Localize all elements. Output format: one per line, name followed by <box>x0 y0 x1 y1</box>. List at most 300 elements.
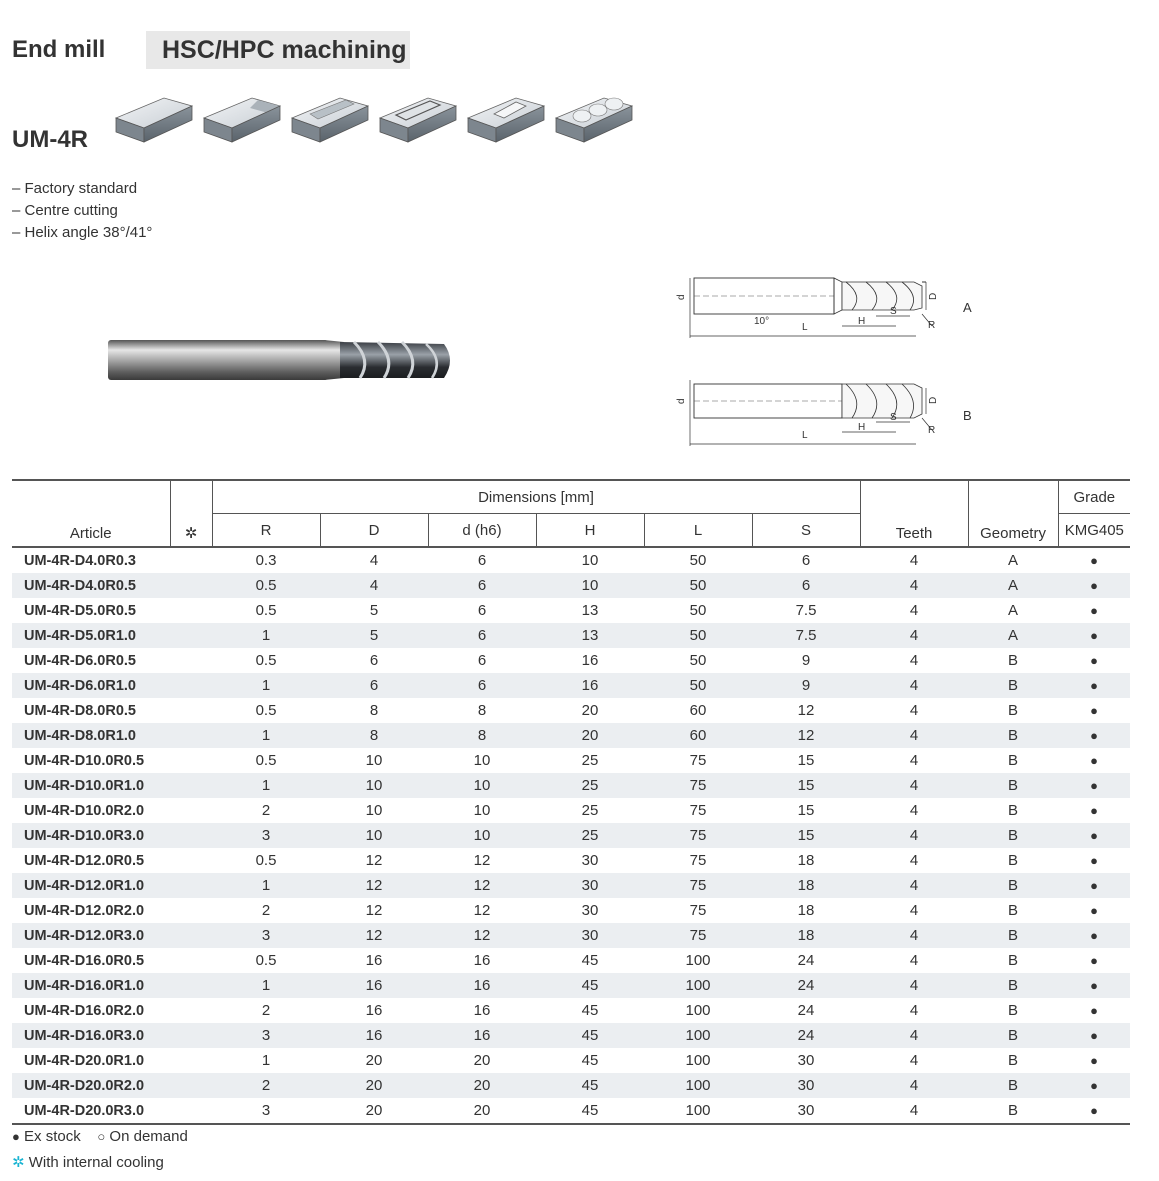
cell-L: 60 <box>644 723 752 748</box>
cell-geo: B <box>1008 1052 1019 1069</box>
dimension-diagram <box>670 268 1000 452</box>
table-row <box>12 698 1130 723</box>
cell-stock: ● <box>1090 553 1098 568</box>
cell-d: 6 <box>477 602 487 619</box>
cell-geo: B <box>1008 902 1019 919</box>
cell-d: 6 <box>428 673 536 698</box>
cell-L: 100 <box>644 1073 752 1098</box>
cell-cool <box>170 898 212 923</box>
cell-H: 45 <box>536 1073 644 1098</box>
slot-block-icon <box>292 98 368 142</box>
table-row <box>12 1048 1130 1073</box>
cell-d: 8 <box>428 723 536 748</box>
cell-D: 12 <box>365 852 383 869</box>
cell-article: UM-4R-D10.0R2.0 <box>24 802 145 819</box>
cell-stock: ● <box>1090 603 1098 618</box>
cell-L: 50 <box>689 652 707 669</box>
table-row <box>12 973 1130 998</box>
cell-stock: ● <box>1058 673 1130 698</box>
cell-L: 75 <box>689 802 707 819</box>
cell-teeth: 4 <box>860 1023 968 1048</box>
on-demand-label: On demand <box>109 1128 188 1145</box>
cell-article: UM-4R-D10.0R0.5 <box>24 752 145 769</box>
table-row <box>12 598 1130 623</box>
cell-geo: B <box>1008 852 1019 869</box>
cell-article: UM-4R-D4.0R0.3 <box>24 552 136 569</box>
cell-geo: B <box>968 923 1058 948</box>
cell-L: 75 <box>689 752 707 769</box>
cell-R: 2 <box>212 1073 320 1098</box>
cell-D: 6 <box>369 652 379 669</box>
cell-S: 15 <box>752 823 860 848</box>
cell-article: UM-4R-D16.0R3.0 <box>12 1023 170 1048</box>
cell-stock: ● <box>1090 703 1098 718</box>
cell-geo: B <box>1008 702 1019 719</box>
table-row <box>12 648 1130 673</box>
cell-teeth: 4 <box>909 902 919 919</box>
cell-R: 1 <box>212 723 320 748</box>
cell-article: UM-4R-D20.0R1.0 <box>24 1052 145 1069</box>
cell-article: UM-4R-D4.0R0.5 <box>12 573 170 598</box>
cell-D: 6 <box>320 673 428 698</box>
cell-geo: B <box>968 873 1058 898</box>
cell-article: UM-4R-D16.0R2.0 <box>24 1002 145 1019</box>
cell-teeth: 4 <box>860 623 968 648</box>
cell-geo: B <box>968 973 1058 998</box>
cell-L: 75 <box>644 773 752 798</box>
cell-cool <box>170 673 212 698</box>
cell-R: 3 <box>212 923 320 948</box>
cell-H: 13 <box>536 623 644 648</box>
cell-H: 30 <box>536 923 644 948</box>
category-tag: HSC/HPC machining <box>146 31 410 69</box>
page-title: End mill <box>12 36 106 63</box>
teeth-header: Teeth <box>860 480 968 547</box>
cell-D: 12 <box>320 873 428 898</box>
cell-H: 20 <box>581 702 599 719</box>
cell-H: 10 <box>536 573 644 598</box>
cell-stock: ● <box>1090 1003 1098 1018</box>
cell-H: 45 <box>581 1052 599 1069</box>
cell-S: 15 <box>797 752 815 769</box>
cell-cool <box>170 623 212 648</box>
cell-geo: B <box>968 823 1058 848</box>
shoulder-block-icon <box>204 98 280 142</box>
cell-article: UM-4R-D16.0R0.5 <box>24 952 145 969</box>
cell-cool <box>170 547 212 573</box>
cell-D: 10 <box>320 823 428 848</box>
cell-teeth: 4 <box>909 802 919 819</box>
cell-L: 100 <box>685 1052 711 1069</box>
cell-R: 2 <box>261 902 271 919</box>
cell-cool <box>170 823 212 848</box>
label-big-d: D <box>928 396 939 404</box>
pocket-block-icon <box>380 98 456 142</box>
cell-D: 10 <box>365 802 383 819</box>
profile-block-icon <box>556 98 632 142</box>
label-l: L <box>802 322 808 333</box>
cell-teeth: 4 <box>909 1052 919 1069</box>
geometry-b-label: B <box>963 408 972 423</box>
cell-H: 25 <box>581 752 599 769</box>
cell-S: 12 <box>797 702 815 719</box>
cell-geo: A <box>968 573 1058 598</box>
cell-H: 25 <box>536 773 644 798</box>
cell-D: 4 <box>320 573 428 598</box>
cell-stock: ● <box>1090 1053 1098 1068</box>
cell-L: 100 <box>685 1002 711 1019</box>
cell-D: 10 <box>320 773 428 798</box>
cell-H: 30 <box>536 873 644 898</box>
table-row <box>12 948 1130 973</box>
label-h: H <box>858 422 866 433</box>
cell-teeth: 4 <box>909 702 919 719</box>
cell-R: 0.5 <box>255 952 277 969</box>
cell-article: UM-4R-D6.0R0.5 <box>24 652 136 669</box>
table-row <box>12 873 1130 898</box>
grade-code-header: KMG405 <box>1058 514 1130 548</box>
shank-d-header: d (h6) <box>428 514 536 548</box>
cell-D: 5 <box>369 602 379 619</box>
cell-article: UM-4R-D12.0R3.0 <box>12 923 170 948</box>
cell-H: 20 <box>536 723 644 748</box>
cell-R: 1 <box>212 673 320 698</box>
cell-d: 20 <box>428 1098 536 1124</box>
product-code: UM-4R <box>12 126 88 153</box>
cell-H: 13 <box>581 602 599 619</box>
cell-L: 75 <box>644 823 752 848</box>
cell-H: 45 <box>536 973 644 998</box>
cell-L: 100 <box>685 952 711 969</box>
cell-geo: B <box>968 1023 1058 1048</box>
cell-teeth: 4 <box>860 673 968 698</box>
cell-S: 18 <box>797 852 815 869</box>
cell-L: 50 <box>689 602 707 619</box>
cell-R: 1 <box>212 623 320 648</box>
cell-cool <box>170 948 212 973</box>
facing-block-icon <box>116 98 192 142</box>
cell-H: 30 <box>581 902 599 919</box>
diagram-type-b <box>676 380 972 446</box>
cell-D: 4 <box>369 552 379 569</box>
cell-geo: B <box>1008 802 1019 819</box>
cell-D: 16 <box>365 952 383 969</box>
cell-S: 18 <box>797 902 815 919</box>
cell-article: UM-4R-D16.0R1.0 <box>12 973 170 998</box>
cell-teeth: 4 <box>909 602 919 619</box>
cell-D: 12 <box>320 923 428 948</box>
cell-geo: A <box>968 623 1058 648</box>
cell-H: 25 <box>581 802 599 819</box>
cell-geo: A <box>1008 552 1019 569</box>
ramp-pocket-block-icon <box>468 98 544 142</box>
cell-cool <box>170 973 212 998</box>
cell-teeth: 4 <box>909 852 919 869</box>
cell-R: 3 <box>212 1098 320 1124</box>
table-row <box>12 623 1130 648</box>
cooling-header-icon: ✲ <box>170 480 212 547</box>
cell-teeth: 4 <box>860 823 968 848</box>
cell-R: 0.5 <box>255 702 277 719</box>
cell-cool <box>170 873 212 898</box>
cell-R: 1 <box>212 973 320 998</box>
cell-S: 24 <box>752 1023 860 1048</box>
cell-stock: ● <box>1058 1098 1130 1124</box>
operation-icons <box>112 84 642 154</box>
geometry-header: Geometry <box>968 480 1058 547</box>
cell-S: 24 <box>752 973 860 998</box>
table-row <box>12 773 1130 798</box>
cell-geo: B <box>968 1098 1058 1124</box>
internal-cooling-icon: ✲ <box>12 1154 25 1171</box>
cell-d: 16 <box>473 1002 491 1019</box>
cell-L: 75 <box>644 873 752 898</box>
cell-stock: ● <box>1090 753 1098 768</box>
cell-teeth: 4 <box>909 1002 919 1019</box>
cell-article: UM-4R-D8.0R1.0 <box>12 723 170 748</box>
feature-item: – Centre cutting <box>12 202 118 219</box>
cell-L: 100 <box>644 1098 752 1124</box>
s-header: S <box>752 514 860 548</box>
cell-L: 100 <box>644 1023 752 1048</box>
cell-d: 8 <box>477 702 487 719</box>
cell-teeth: 4 <box>860 873 968 898</box>
table-row <box>12 748 1130 773</box>
cell-R: 0.5 <box>255 852 277 869</box>
cell-R: 0.5 <box>212 573 320 598</box>
on-demand-symbol: ○ <box>97 1129 106 1144</box>
cell-cool <box>170 1023 212 1048</box>
cell-S: 15 <box>797 802 815 819</box>
cell-stock: ● <box>1058 973 1130 998</box>
cell-H: 25 <box>536 823 644 848</box>
article-header: Article <box>12 480 170 547</box>
cell-S: 24 <box>797 952 815 969</box>
cell-S: 18 <box>752 873 860 898</box>
internal-cooling-label: With internal cooling <box>28 1154 164 1171</box>
label-s: S <box>890 306 897 317</box>
label-r: R <box>928 425 936 436</box>
cell-teeth: 4 <box>860 1073 968 1098</box>
table-row <box>12 573 1130 598</box>
table-row <box>12 823 1130 848</box>
cell-cool <box>170 848 212 873</box>
cell-L: 50 <box>644 573 752 598</box>
cell-article: UM-4R-D12.0R2.0 <box>24 902 145 919</box>
cell-stock: ● <box>1058 573 1130 598</box>
table-row <box>12 998 1130 1023</box>
cell-cool <box>170 998 212 1023</box>
cell-teeth: 4 <box>860 773 968 798</box>
cell-D: 8 <box>369 702 379 719</box>
dimensions-header: Dimensions [mm] <box>212 480 860 514</box>
cell-article: UM-4R-D20.0R3.0 <box>12 1098 170 1124</box>
cell-geo: B <box>968 673 1058 698</box>
diagram-type-a <box>676 278 972 338</box>
feature-list <box>12 178 152 244</box>
cell-geo: A <box>1008 602 1019 619</box>
cell-D: 5 <box>320 623 428 648</box>
cell-R: 2 <box>261 1002 271 1019</box>
cell-L: 50 <box>644 673 752 698</box>
cell-R: 1 <box>212 873 320 898</box>
cell-stock: ● <box>1058 1023 1130 1048</box>
table-row <box>12 1023 1130 1048</box>
cell-R: 3 <box>212 1023 320 1048</box>
l-header: L <box>644 514 752 548</box>
cell-d: 10 <box>473 802 491 819</box>
cell-L: 100 <box>644 973 752 998</box>
table-row <box>12 673 1130 698</box>
cell-teeth: 4 <box>860 923 968 948</box>
cell-d: 10 <box>428 823 536 848</box>
cell-geo: B <box>1008 952 1019 969</box>
cell-L: 75 <box>689 852 707 869</box>
cell-H: 45 <box>581 952 599 969</box>
cell-cool <box>170 1098 212 1124</box>
cell-geo: B <box>1008 652 1019 669</box>
cell-stock: ● <box>1058 873 1130 898</box>
cell-teeth: 4 <box>860 1098 968 1124</box>
cell-teeth: 4 <box>860 973 968 998</box>
cell-stock: ● <box>1090 903 1098 918</box>
cell-d: 12 <box>428 873 536 898</box>
label-angle: 10° <box>754 316 770 327</box>
cell-cool <box>170 923 212 948</box>
cell-d: 20 <box>428 1073 536 1098</box>
cell-d: 12 <box>473 852 491 869</box>
cell-R: 0.5 <box>255 652 277 669</box>
cell-teeth: 4 <box>909 752 919 769</box>
cell-L: 50 <box>689 552 707 569</box>
cell-teeth: 4 <box>909 552 919 569</box>
cell-cool <box>170 573 212 598</box>
cell-S: 9 <box>752 673 860 698</box>
cell-H: 45 <box>536 1023 644 1048</box>
cell-R: 0.3 <box>255 552 277 569</box>
table-row <box>12 1073 1130 1098</box>
end-mill-photo <box>104 320 464 400</box>
ex-stock-symbol: ● <box>12 1129 20 1144</box>
cell-d: 6 <box>477 552 487 569</box>
h-header: H <box>536 514 644 548</box>
cell-S: 15 <box>752 773 860 798</box>
cell-L: 75 <box>689 902 707 919</box>
cell-stock: ● <box>1090 853 1098 868</box>
cell-d: 6 <box>477 652 487 669</box>
table-row <box>12 898 1130 923</box>
geometry-a-label: A <box>963 300 972 315</box>
cell-S: 9 <box>801 652 811 669</box>
cell-R: 1 <box>261 1052 271 1069</box>
cell-D: 20 <box>320 1098 428 1124</box>
d-header: D <box>320 514 428 548</box>
cell-d: 16 <box>473 952 491 969</box>
cell-d: 16 <box>428 1023 536 1048</box>
cell-S: 6 <box>752 573 860 598</box>
spec-table <box>12 479 1130 1125</box>
cell-S: 12 <box>752 723 860 748</box>
cell-cool <box>170 748 212 773</box>
feature-item: – Factory standard <box>12 180 138 197</box>
cell-L: 50 <box>644 623 752 648</box>
cell-cool <box>170 798 212 823</box>
cell-stock: ● <box>1090 653 1098 668</box>
cell-teeth: 4 <box>909 652 919 669</box>
cell-R: 0.5 <box>255 602 277 619</box>
cell-S: 30 <box>752 1098 860 1124</box>
grade-header: Grade <box>1058 480 1130 514</box>
cell-teeth: 4 <box>860 723 968 748</box>
cell-S: 18 <box>752 923 860 948</box>
cell-stock: ● <box>1058 773 1130 798</box>
ex-stock-label: Ex stock <box>24 1128 81 1145</box>
cell-article: UM-4R-D10.0R3.0 <box>12 823 170 848</box>
cell-cool <box>170 773 212 798</box>
label-h: H <box>858 316 866 327</box>
cell-cool <box>170 1073 212 1098</box>
cell-cool <box>170 723 212 748</box>
cell-H: 30 <box>581 852 599 869</box>
cell-R: 1 <box>212 773 320 798</box>
cell-cool <box>170 648 212 673</box>
cell-stock: ● <box>1058 923 1130 948</box>
cell-cool <box>170 1048 212 1073</box>
cell-H: 45 <box>536 1098 644 1124</box>
cell-article: UM-4R-D20.0R2.0 <box>12 1073 170 1098</box>
cell-geo: B <box>968 723 1058 748</box>
cell-geo: B <box>1008 752 1019 769</box>
label-r: R <box>928 320 936 331</box>
cell-cool <box>170 598 212 623</box>
cell-R: 3 <box>212 823 320 848</box>
cell-S: 30 <box>752 1073 860 1098</box>
cell-H: 16 <box>581 652 599 669</box>
cell-D: 20 <box>365 1052 383 1069</box>
cell-L: 60 <box>689 702 707 719</box>
cell-L: 75 <box>644 923 752 948</box>
cell-d: 6 <box>428 623 536 648</box>
legend <box>12 1124 188 1176</box>
table-row <box>12 547 1130 573</box>
table-row <box>12 723 1130 748</box>
cell-stock: ● <box>1058 723 1130 748</box>
label-big-d: D <box>928 292 939 300</box>
feature-item: – Helix angle 38°/41° <box>12 224 153 241</box>
table-row <box>12 798 1130 823</box>
cell-article: UM-4R-D5.0R1.0 <box>12 623 170 648</box>
cell-d: 12 <box>428 923 536 948</box>
label-s: S <box>890 412 897 423</box>
cell-cool <box>170 698 212 723</box>
cell-article: UM-4R-D12.0R0.5 <box>24 852 145 869</box>
cell-article: UM-4R-D10.0R1.0 <box>12 773 170 798</box>
cell-H: 10 <box>581 552 599 569</box>
cell-D: 20 <box>320 1073 428 1098</box>
cell-d: 20 <box>473 1052 491 1069</box>
cell-stock: ● <box>1058 1073 1130 1098</box>
cell-S: 24 <box>797 1002 815 1019</box>
cell-d: 16 <box>428 973 536 998</box>
cell-H: 16 <box>536 673 644 698</box>
cell-article: UM-4R-D6.0R1.0 <box>12 673 170 698</box>
cell-teeth: 4 <box>909 952 919 969</box>
cell-d: 12 <box>473 902 491 919</box>
cell-stock: ● <box>1090 803 1098 818</box>
cell-geo: B <box>968 773 1058 798</box>
label-l: L <box>802 430 808 441</box>
cell-stock: ● <box>1058 623 1130 648</box>
